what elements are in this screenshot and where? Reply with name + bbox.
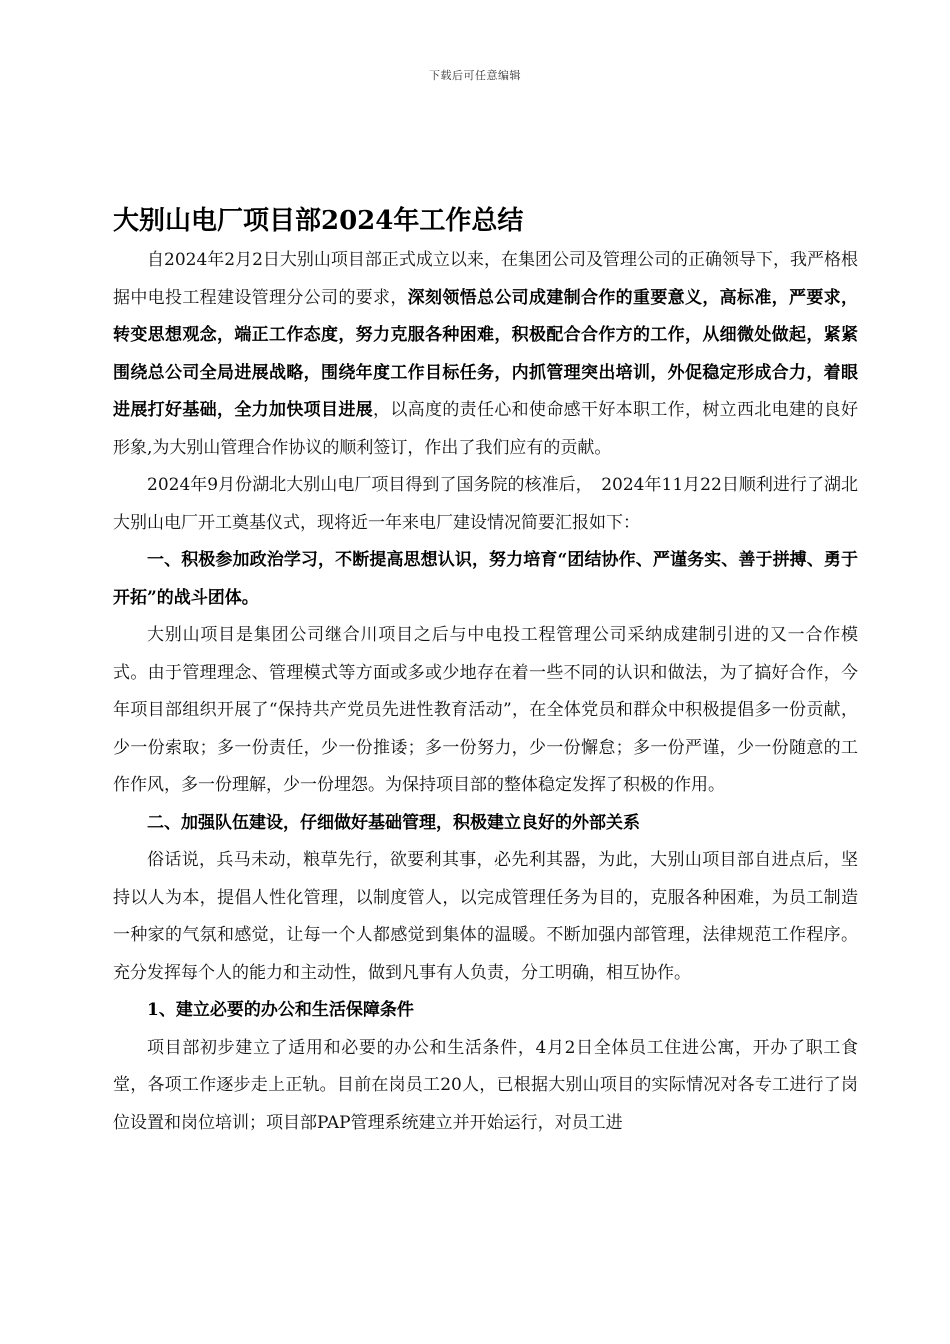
section-heading-2: 二、加强队伍建设，仔细做好基础管理，积极建立良好的外部关系 — [147, 812, 640, 833]
page-header-note: 下载后可任意编辑 — [429, 69, 521, 82]
paragraph-approval: 2024年9月份湖北大别山电厂项目得到了国务院的核准后， 2024年11月22日顺利进行了湖北大别山电厂开工奠基仪式，现将近一年来电厂建设情况简要汇报如下： — [113, 475, 858, 533]
section-heading-1: 一、积极参加政治学习，不断提高思想认识，努力培育“团结协作、严谨务实、善于拼搏、勇于开拓”的战斗团体。 — [113, 550, 858, 608]
paragraph-intro-emphasis: 深刻领悟总公司成建制合作的重要意义，高标准，严要求，转变思想观念，端正工作态度，努力克服各种困难，积极配合合作方的工作，从细微处做起，紧紧围绕总公司全局进展战略，围绕年度工作目标任务，内抓管理突出培训，外促稳定形成合力，着眼进展打好基础，全力加快项目进展 — [113, 287, 859, 420]
section-heading-3: 1、建立必要的办公和生活保障条件 — [147, 1000, 414, 1020]
paragraph-intro-tail: ，以高度的责任心和使命感干好本职工作，树立西北电建的良好形象,为大别山管理合作协议的顺利签订，作出了我们应有的贡献。 — [113, 400, 858, 458]
paragraph-office-conditions: 项目部初步建立了适用和必要的办公和生活条件，4月2日全体员工住进公寓，开办了职工食堂，各项工作逐步走上正轨。目前在岗员工20人，已根据大别山项目的实际情况对各专工进行了岗位设置和岗位培训；项目部PAP管理系统建立并开始运行，对员工进 — [113, 1037, 858, 1133]
document-body — [113, 242, 858, 1142]
paragraph-intro-text: 自2024年2月2日大别山项目部正式成立以来，在集团公司及管理公司的正确领导下，我严格根据中电投工程建设管理分公司的要求， — [113, 250, 858, 308]
paragraph-cooperation: 大别山项目是集团公司继合川项目之后与中电投工程管理公司采纳成建制引进的又一合作模式。由于管理理念、管理模式等方面或多或少地存在着一些不同的认识和做法，为了搞好合作，今年项目部组织开展了“保持共产党员先进性教育活动”，在全体党员和群众中积极提倡多一份贡献，少一份索取；多一份责任，少一份推诿；多一份努力，少一份懈怠；多一份严谨，少一份随意的工作作风，多一份理解，少一份埋怨。为保持项目部的整体稳定发挥了积极的作用。 — [113, 625, 858, 795]
document-title: 大别山电厂项目部2024年工作总结 — [113, 206, 524, 236]
paragraph-intro — [113, 242, 858, 467]
paragraph-team-building: 俗话说，兵马未动，粮草先行，欲要利其事，必先利其器，为此，大别山项目部自进点后，坚持以人为本，提倡人性化管理，以制度管人，以完成管理任务为目的，克服各种困难，为员工制造一种家的气氛和感觉，让每一个人都感觉到集体的温暖。不断加强内部管理，法律规范工作程序。充分发挥每个人的能力和主动性，做到凡事有人负责，分工明确，相互协作。 — [113, 850, 858, 983]
